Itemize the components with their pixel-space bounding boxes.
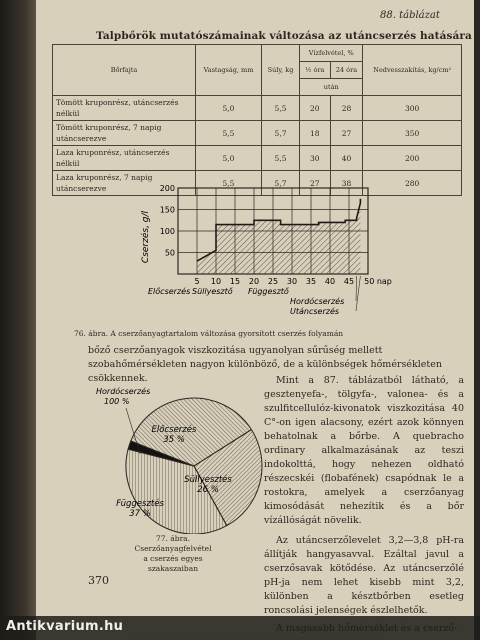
y-tick-labels — [160, 184, 175, 258]
row-viz1: 18 — [300, 121, 331, 146]
col-viz-sub1: ½ óra — [300, 62, 331, 79]
stage-label: Süllyesztő — [192, 287, 233, 296]
leader-line — [356, 276, 357, 301]
row-suly: 5,5 — [261, 146, 299, 171]
page-number: 370 — [88, 574, 109, 587]
figure-76-caption: 76. ábra. A cserzőanyagtartalom változása gyorsított cserzés folyamán — [74, 329, 344, 338]
table-row — [53, 121, 462, 146]
stage-label: Függesztő — [248, 287, 289, 296]
figure-77-caption-line2: a cserzés egyes szakaszaiban — [143, 554, 203, 573]
figure-77-caption — [118, 534, 228, 574]
x-tick-label: 50 nap — [364, 277, 392, 286]
table-row — [53, 146, 462, 171]
row-ned: 350 — [363, 121, 462, 146]
pie-label: Előcserzés 35 % — [151, 425, 197, 445]
row-vastag: 5,5 — [196, 171, 262, 196]
table-number: 88. táblázat — [380, 10, 440, 21]
x-tick-labels — [194, 277, 391, 286]
row-vastag: 5,5 — [196, 121, 262, 146]
y-tick-label: 150 — [159, 205, 175, 215]
stage-label: Előcserzés — [148, 287, 191, 296]
col-viz-unit: után — [300, 79, 363, 96]
row-vastag: 5,0 — [196, 96, 262, 121]
paragraph-1: Mint a 87. táblázatból látható, a gesztenyefa-, tölgyfa-, valonea- és a szulfitcellulóz-kivonatok viszkozitása 40 C°-on igen alacsony, ezért azok könnyen behatolnak a bőrbe. A quebracho ordinary alkalmazásának az teszi indokolttá, hogy nehezen oldható részecskéi (flobafének) csapódnak le a rostokra, amelyek a cserzőanyag kimosódását nehezítik és a bőr vízállóságát növelik. — [264, 375, 464, 526]
row-suly: 5,7 — [261, 121, 299, 146]
row-name: Tömött kruponrész, utáncserzés nélkül — [53, 96, 196, 121]
x-tick-label: 15 — [229, 277, 241, 286]
pie-label: Süllyesztés 26 % — [184, 475, 232, 495]
col-name-header: Bőrfajta — [53, 45, 196, 96]
row-suly: 5,7 — [261, 171, 299, 196]
row-name: Tömött kruponrész, 7 napig utáncserezve — [53, 121, 196, 146]
y-axis-label: Cserzés, g/l — [141, 210, 151, 264]
row-name: Laza kruponrész, utáncserzés nélkül — [53, 146, 196, 171]
col-viz-header: Vízfelvétel, % — [300, 45, 363, 62]
book-spine-shadow — [0, 0, 36, 640]
table-title: Talpbőrök mutatószámainak változása az utáncserzés hatására — [96, 30, 472, 42]
data-table — [52, 44, 462, 196]
watermark-bar — [0, 616, 480, 640]
col-suly-header: Súly, kg — [261, 45, 299, 96]
row-viz1: 20 — [300, 96, 331, 121]
row-ned: 280 — [363, 171, 462, 196]
row-vastag: 5,0 — [196, 146, 262, 171]
col-vastag-header: Vastagság, mm — [196, 45, 262, 96]
paragraph-2: Az utáncserzőlevelet 3,2—3,8 pH-ra állítják hangyasavval. Ezáltal javul a cserzősavak kötődése. Az utáncserzőlé pH-ja nem lehet kisebb mint 3,2, különben a késztbőrben esetleg roncsolási jelenségek észlelhetők. — [264, 535, 464, 616]
row-viz1: 27 — [300, 171, 331, 196]
series-area — [197, 199, 360, 274]
stage-label: Hordócserzés — [290, 297, 345, 306]
y-tick-label: 200 — [159, 184, 175, 193]
col-viz-sub2: 24 óra — [330, 62, 363, 79]
tanning-pie-chart — [96, 384, 266, 534]
row-name: Laza kruponrész, 7 napig utáncserezve — [53, 171, 196, 196]
table-header-row — [53, 45, 462, 62]
col-ned-header: Nedvesszakítás, kg/cm² — [363, 45, 462, 96]
chart-area-fill — [197, 199, 360, 274]
x-tick-label: 20 — [248, 277, 260, 286]
right-column-text — [264, 374, 464, 636]
x-tick-label: 45 — [343, 277, 355, 286]
row-suly: 5,5 — [261, 96, 299, 121]
row-viz2: 27 — [330, 121, 363, 146]
figure-77-caption-line1: 77. ábra. Cserzőanyagfelvétel — [134, 534, 212, 553]
tanning-line-chart — [118, 182, 418, 327]
lead-paragraph: bőző cserzőanyagok viszkozitása ugyanolyan sűrűség mellett szobahőmérsékleten nagyon különböző, de a különbségek hőmérsékleten csökkennek. — [88, 345, 442, 384]
row-viz2: 28 — [330, 96, 363, 121]
x-tick-label: 35 — [305, 277, 317, 286]
x-tick-label: 5 — [194, 277, 200, 286]
x-tick-label: 40 — [324, 277, 336, 286]
pie-outside-label: Hordócserzés 100 % — [96, 387, 151, 406]
row-viz1: 30 — [300, 146, 331, 171]
row-viz2: 38 — [330, 171, 363, 196]
row-ned: 300 — [363, 96, 462, 121]
pie-label: Függesztés 37 % — [116, 499, 164, 519]
row-viz2: 40 — [330, 146, 363, 171]
y-tick-label: 50 — [164, 248, 175, 258]
row-ned: 200 — [363, 146, 462, 171]
watermark-text: Antikvarium.hu — [6, 619, 124, 634]
x-tick-label: 25 — [267, 277, 279, 286]
x-tick-label: 30 — [286, 277, 298, 286]
table-row — [53, 96, 462, 121]
y-tick-label: 100 — [159, 227, 175, 236]
stage-label: Utáncserzés — [290, 307, 340, 316]
x-tick-label: 10 — [210, 277, 222, 286]
